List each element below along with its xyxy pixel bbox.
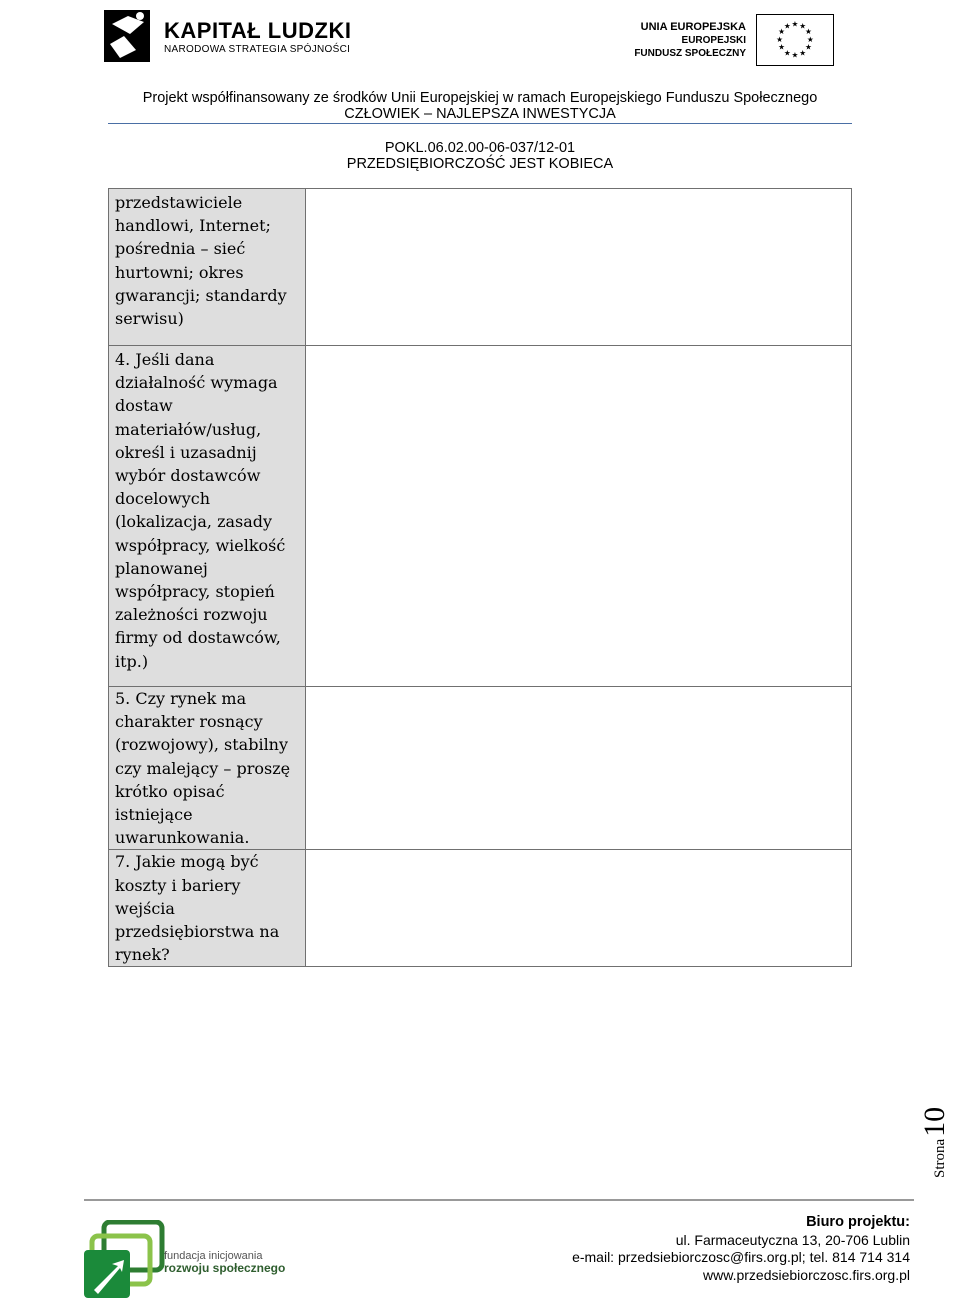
svg-text:★: ★ <box>805 27 812 37</box>
kapital-ludzki-title: KAPITAŁ LUDZKI <box>164 18 352 43</box>
header-slogan-line: CZŁOWIEK – NAJLEPSZA INWESTYCJA <box>344 106 616 122</box>
svg-text:★: ★ <box>778 42 785 52</box>
question-text: przedstawiciele handlowi, Internet; pośrednia – sieć hurtowni; okres gwarancji; standardy serwisu) <box>115 193 287 329</box>
question-cell <box>109 346 306 687</box>
eu-flag-icon <box>756 14 834 66</box>
fundacja-logo-line2: rozwoju społecznego <box>164 1261 286 1275</box>
svg-text:★: ★ <box>783 21 791 31</box>
answer-cell[interactable] <box>306 687 852 850</box>
kapital-ludzki-emblem-icon <box>100 4 158 68</box>
eu-logo-text <box>634 20 746 60</box>
kapital-ludzki-subtitle: NARODOWA STRATEGIA SPÓJNOŚCI <box>164 44 351 55</box>
question-cell <box>109 189 306 346</box>
eu-logo-line2: EUROPEJSKI <box>681 35 746 46</box>
header-project-title: PRZEDSIĘBIORCZOŚĆ JEST KOBIECA <box>346 156 614 172</box>
question-text: 4. Jeśli dana działalność wymaga dostaw materiałów/usług, określ i uzasadnij wybór dostawców docelowych (lokalizacja, zasady współpracy, wielkość planowanej współpracy, stopień zależności rozwoju firmy od dostawców, itp.) <box>115 350 286 671</box>
fundacja-logo-text <box>164 1250 285 1274</box>
svg-text:★: ★ <box>778 27 785 37</box>
project-office-contact: e-mail: przedsiebiorczosc@firs.org.pl; tel. 814 714 314 <box>572 1249 910 1265</box>
svg-text:★: ★ <box>799 21 807 31</box>
answer-cell[interactable] <box>306 189 852 346</box>
project-office-title: Biuro projektu: <box>806 1214 910 1230</box>
table-row <box>109 850 852 967</box>
page-number-label: Strona <box>932 1138 948 1178</box>
svg-text:★: ★ <box>805 42 812 52</box>
header-cofinancing-line: Projekt współfinansowany ze środków Unii Europejskiej w ramach Europejskiego Funduszu Społecznego <box>142 90 818 106</box>
header-project-code: POKL.06.02.00-06-037/12-01 <box>384 140 576 156</box>
answer-cell[interactable] <box>306 850 852 967</box>
table-row <box>109 189 852 346</box>
question-cell <box>109 850 306 967</box>
answer-cell[interactable] <box>306 346 852 687</box>
svg-text:★: ★ <box>806 34 814 44</box>
eu-logo <box>632 14 838 66</box>
svg-text:★: ★ <box>776 34 784 44</box>
footer-divider <box>84 1199 914 1201</box>
fundacja-logo-line1: fundacja inicjowania <box>164 1250 263 1262</box>
project-office-website[interactable]: www.przedsiebiorczosc.firs.org.pl <box>703 1266 910 1283</box>
fundacja-emblem-icon <box>82 1220 166 1302</box>
question-text: 7. Jakie mogą być koszty i bariery wejścia przedsiębiorstwa na rynek? <box>115 852 280 965</box>
eu-logo-line3: FUNDUSZ SPOŁECZNY <box>634 48 746 59</box>
project-office-address: ul. Farmaceutyczna 13, 20-706 Lublin <box>675 1231 910 1248</box>
question-cell <box>109 687 306 850</box>
page-number-value: 10 <box>918 1106 951 1137</box>
fundacja-logo <box>82 1220 286 1300</box>
page-number <box>870 1060 951 1180</box>
questionnaire-table <box>108 188 852 967</box>
table-row <box>109 346 852 687</box>
svg-text:★: ★ <box>791 50 799 60</box>
eu-logo-line1: UNIA EUROPEJSKA <box>640 21 746 33</box>
table-row <box>109 687 852 850</box>
question-text: 5. Czy rynek ma charakter rosnący (rozwojowy), stabilny czy malejący – proszę krótko opisać istniejące uwarunkowania. <box>115 689 291 848</box>
project-office-info <box>572 1214 910 1284</box>
svg-text:★: ★ <box>791 19 799 29</box>
svg-text:★: ★ <box>783 48 791 58</box>
kapital-ludzki-logo <box>100 4 352 70</box>
header-divider <box>108 123 852 124</box>
svg-text:★: ★ <box>799 48 807 58</box>
